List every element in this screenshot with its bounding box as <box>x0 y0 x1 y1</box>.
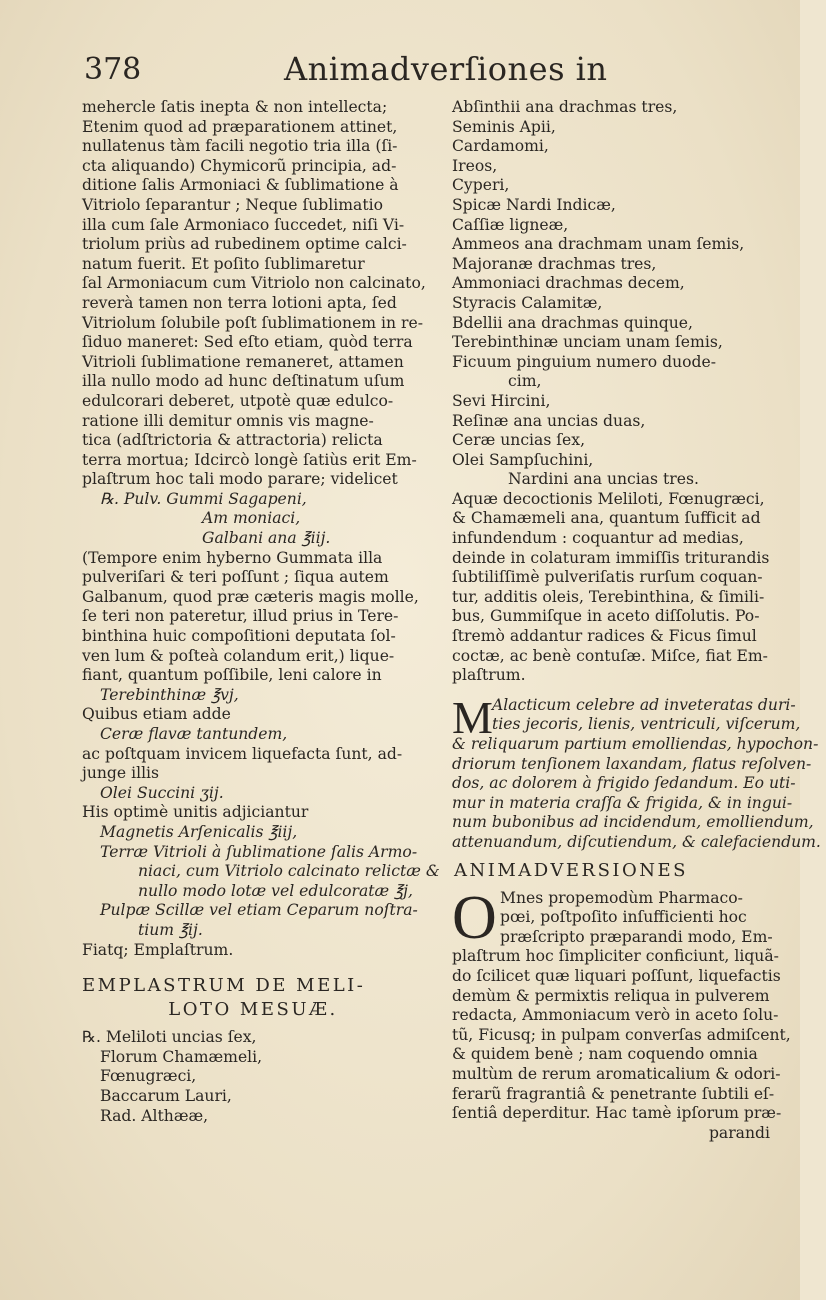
ingredient-line: Ficuum pinguium numero duode- <box>452 352 716 371</box>
text-line: attenuandum, diſcutiendum, & calefaciendum. <box>452 832 821 851</box>
text-line: ſentiâ deperditur. Hac tamè ipſorum præ- <box>452 1104 782 1123</box>
ingredient-line: Cardamomi, <box>452 137 549 156</box>
text-line: nullo modo lotæ vel edulcoratæ ℥j, <box>138 881 413 900</box>
ingredient-line: Terebinthinæ unciam unam ſemis, <box>452 333 723 352</box>
text-line: plaſtrum hoc tali modo parare; videlicet <box>82 470 398 489</box>
text-line: plaſtrum hoc ſimpliciter conficiunt, liquã- <box>452 947 779 966</box>
text-line: ſe teri non pateretur, illud prius in Tere- <box>82 607 399 626</box>
page-header <box>84 52 764 96</box>
text-line: præſcripto præparandi modo, Em- <box>500 927 773 946</box>
text-line: fiant, quantum poſſibile, leni calore in <box>82 666 382 685</box>
text-line: & quidem benè ; nam coquendo omnia <box>452 1045 758 1064</box>
drop-cap-o: O <box>452 883 497 952</box>
text-line: illa cum ſale Armoniaco ſuccedet, niſi Vi- <box>82 215 405 234</box>
text-line: His optimè unitis adjiciantur <box>82 803 309 822</box>
text-line: Olei Succini ʒij. <box>100 783 224 802</box>
drop-cap-m: M <box>452 691 493 743</box>
left-text-block <box>82 98 424 490</box>
ingredient-line: Styracis Calamitæ, <box>452 293 603 312</box>
text-line: & reliquarum partium emolliendas, hypochon- <box>452 735 819 753</box>
ingredient-line: Ammeos ana drachmam unam ſemis, <box>452 235 745 254</box>
recipe-line: Florum Chamæmeli, <box>100 1047 263 1066</box>
ingredient-line: Reſinæ ana uncias duas, <box>452 411 646 430</box>
recipe-block-2 <box>82 1028 424 1126</box>
text-line: niaci, cum Vitriolo calcinato relictæ & <box>138 862 440 881</box>
text-line: ferarũ fragrantiâ & penetrante ſubtili eſ- <box>452 1084 775 1103</box>
text-line: Alacticum celebre ad inveteratas duri- <box>492 695 796 714</box>
ingredient-line: Sevi Hircini, <box>452 391 551 410</box>
text-line: ſtremò addantur radices & Ficus ſimul <box>452 627 757 646</box>
ingredient-line: Caſſiæ ligneæ, <box>452 215 569 234</box>
text-line: ven lum & poſteà colandum erit,) lique- <box>82 646 395 665</box>
page-number: 378 <box>84 52 142 87</box>
running-title: Animadverſiones in <box>284 50 608 88</box>
text-line: ſiduo maneret: Sed eſto etiam, quòd terra <box>82 333 413 352</box>
text-line: Mnes propemodùm Pharmaco- <box>500 888 743 907</box>
text-line: Fiatq; Emplaſtrum. <box>82 940 234 959</box>
text-line: tica (adſtrictoria & attractoria) relicta <box>82 431 383 450</box>
ingredient-line: Seminis Apii, <box>452 117 556 136</box>
text-line: ſal Armoniacum cum Vitriolo non calcinato, <box>82 274 426 293</box>
text-line: Pulpæ Scillæ vel etiam Ceparum noſtra- <box>100 901 418 920</box>
text-line: multùm de rerum aromaticalium & odori- <box>452 1064 781 1083</box>
text-line: nullatenus tàm facili negotio tria illa (ſi- <box>82 137 398 156</box>
text-line: edulcorari deberet, utpotè quæ edulco- <box>82 391 394 410</box>
text-line: natum fuerit. Et poſito ſublimaretur <box>82 254 365 273</box>
text-line: Vitriolo ſeparantur ; Neque ſublimatio <box>82 195 383 214</box>
text-line: pœi, poſtpoſito inſufficienti hoc <box>500 908 747 927</box>
text-line: & Chamæmeli ana, quantum ſufficit ad <box>452 509 761 528</box>
text-line: mehercle ſatis inepta & non intellecta; <box>82 98 388 116</box>
ingredient-list <box>452 98 770 490</box>
text-line: illa nullo modo ad hunc deſtinatum uſum <box>82 372 405 391</box>
ingredient-line: Spicæ Nardi Indicæ, <box>452 195 616 214</box>
malacticum-paragraph <box>452 691 821 853</box>
text-line: ſubtiliſſimè pulveriſatis rurſum coquan- <box>452 568 763 587</box>
text-line: Quibus etiam adde <box>82 705 231 724</box>
text-line: (Tempore enim hyberno Gummata illa <box>82 548 383 567</box>
recipe-line: Galbani ana ℥iij. <box>202 529 331 548</box>
ingredient-line: Cyperi, <box>452 176 510 195</box>
ingredient-line: Majoranæ drachmas tres, <box>452 254 657 273</box>
animadversiones-heading: ANIMADVERSIONES <box>454 859 689 881</box>
text-line: mur in materia craſſa & frigida, & in ingui- <box>452 793 793 812</box>
text-line: tur, additis oleis, Terebinthina, & ſimili- <box>452 587 765 606</box>
text-line: num bubonibus ad incidendum, emolliendum, <box>452 813 814 832</box>
text-line: terra mortua; Idcircò longè ſatiùs erit Em- <box>82 450 417 469</box>
ingredient-line: Bdellii ana drachmas quinque, <box>452 313 693 332</box>
text-line: ratione illi demitur omnis vis magne- <box>82 411 374 430</box>
left-text-block-2 <box>82 548 440 960</box>
right-column <box>452 98 821 1143</box>
section-heading: EMPLASTRUM DE MELI- <box>82 975 366 997</box>
recipe-line: Fœnugræci, <box>100 1067 197 1086</box>
text-line: Terebinthinæ ℥vj, <box>100 685 239 704</box>
text-line: triolum priùs ad rubedinem optime calci- <box>82 235 407 254</box>
ingredient-line: Ceræ uncias ſex, <box>452 431 586 450</box>
text-line: ac poſtquam invicem liquefacta ſunt, ad- <box>82 744 403 763</box>
text-line: Galbanum, quod præ cæteris magis molle, <box>82 587 419 606</box>
text-line: Vitriolum ſolubile poſt ſublimationem in re- <box>82 313 423 332</box>
text-line: Vitrioli ſublimatione remaneret, attamen <box>82 352 404 371</box>
text-line: reverà tamen non terra lotioni apta, ſed <box>82 293 397 312</box>
text-line: bus, Gummiſque in aceto diſſolutis. Po- <box>452 607 760 626</box>
recipe-line: ℞. Pulv. Gummi Sagapeni, <box>100 489 307 508</box>
text-line: plaſtrum. <box>452 666 526 685</box>
text-line: coctæ, ac benè contuſæ. Miſce, fiat Em- <box>452 646 768 665</box>
text-line: tũ, Ficusq; in pulpam converſas admiſcent, <box>452 1025 791 1044</box>
text-line: ties jecoris, lienis, ventriculi, viſcerum, <box>492 715 801 734</box>
ingredient-line: Olei Sampſuchini, <box>452 450 594 469</box>
recipe-line: Baccarum Lauri, <box>100 1086 232 1105</box>
text-line: dos, ac dolorem à frigido ſedandum. Eo uti- <box>452 774 796 793</box>
text-line: parandi <box>708 1123 770 1142</box>
text-line: Magnetis Arſenicalis ℥iij, <box>100 822 298 841</box>
ingredient-line: Ireos, <box>452 156 498 175</box>
left-column <box>82 98 440 1126</box>
animadversiones-paragraph <box>452 883 791 1144</box>
text-line: ditione ſalis Armoniaci & ſublimatione à <box>82 176 399 195</box>
text-line: Terræ Vitrioli à ſublimatione ſalis Armo- <box>100 842 418 861</box>
text-line: Ceræ flavæ tantundem, <box>100 725 288 743</box>
text-line: cta aliquando) Chymicorũ principia, ad- <box>82 156 397 175</box>
section-heading-cont: LOTO MESUÆ. <box>168 999 338 1021</box>
recipe-line: Am moniaci, <box>202 509 301 528</box>
text-line: Etenim quod ad præparationem attinet, <box>82 117 398 136</box>
ingredient-line: cim, <box>508 372 542 391</box>
recipe-line: Rad. Althææ, <box>100 1106 209 1125</box>
text-line: driorum tenſionem laxandam, flatus reſolven- <box>452 754 812 773</box>
ingredient-line: Ammoniaci drachmas decem, <box>452 274 685 293</box>
preparation-paragraph <box>452 490 770 686</box>
text-line: infundendum : coquantur ad medias, <box>452 529 744 548</box>
text-line: demùm & permixtis reliqua in pulverem <box>452 986 770 1005</box>
text-line: tium ℥ij. <box>138 920 203 939</box>
ingredient-line: Abſinthii ana drachmas tres, <box>452 98 678 116</box>
ingredient-line: Nardini ana uncias tres. <box>508 470 699 489</box>
recipe-line: ℞. Meliloti uncias ſex, <box>82 1028 257 1047</box>
text-line: Aquæ decoctionis Meliloti, Fœnugræci, <box>452 489 765 508</box>
text-line: do ſcilicet quæ liquari poſſunt, liquefactis <box>452 966 781 985</box>
recipe-block-1 <box>82 490 424 549</box>
text-line: pulveriſari & teri poſſunt ; ſiqua autem <box>82 568 389 587</box>
text-line: redacta, Ammoniacum verò in aceto ſolu- <box>452 1006 779 1025</box>
text-line: deinde in colaturam immiſſis triturandis <box>452 548 770 567</box>
text-line: binthina huic compoſitioni deputata ſol- <box>82 627 396 646</box>
text-line: junge illis <box>82 764 160 783</box>
